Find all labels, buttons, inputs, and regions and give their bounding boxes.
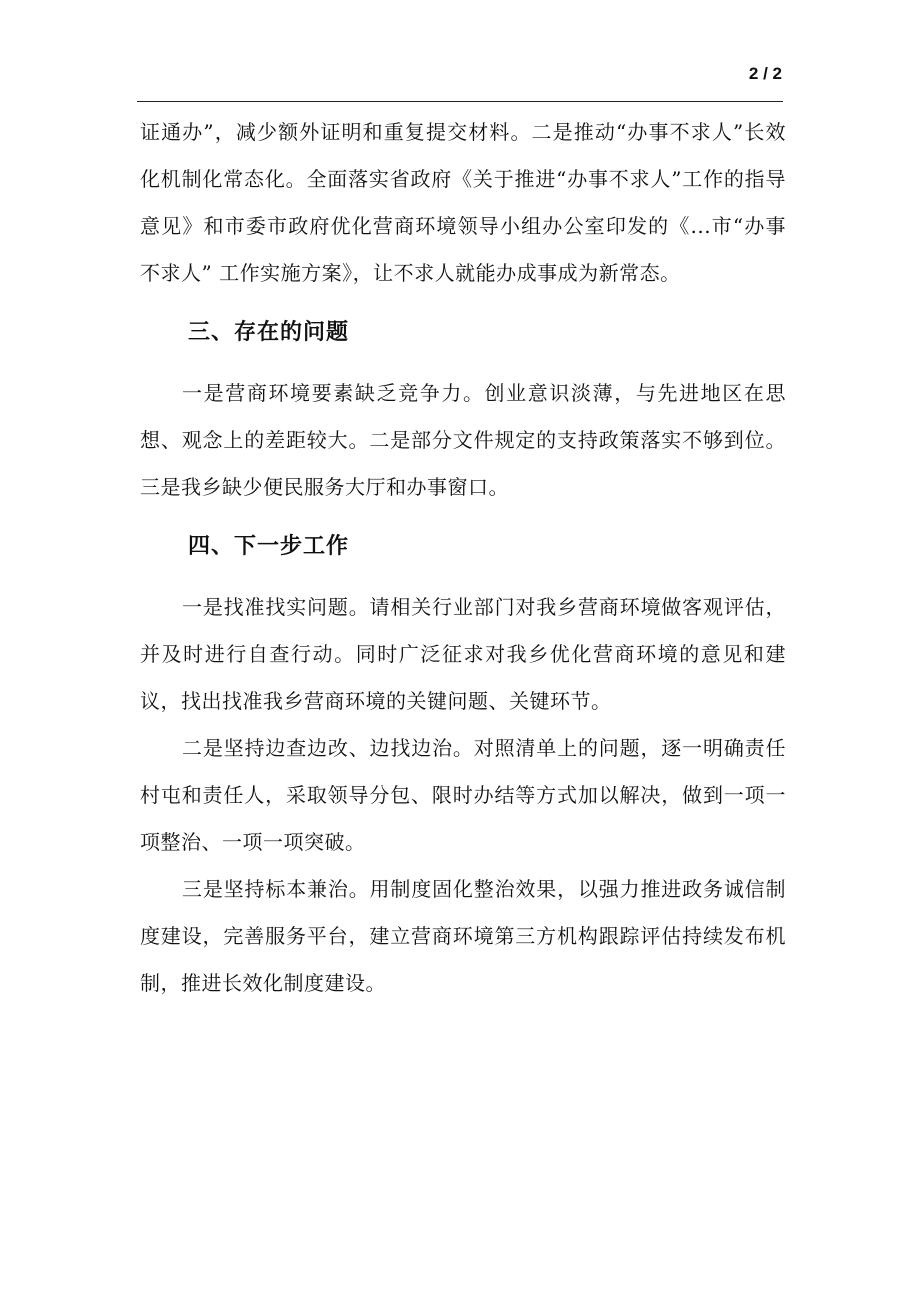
- section-heading-next-steps: 四、下一步工作: [188, 534, 350, 559]
- spacer: [140, 511, 786, 523]
- paragraph-next-step-3: 三是坚持标本兼治。用制度固化整治效果，以强力推进政务诚信制度建设，完善服务平台，建立营商环境第三方机构跟踪评估持续发布机制，推进长效化制度建设。: [140, 877, 786, 995]
- spacer: [140, 356, 786, 370]
- paragraph-next-step-1: 一是找准找实问题。请相关行业部门对我乡营商环境做客观评估，并及时进行自查行动。同时广泛征求对我乡优化营商环境的意见和建议，找出找准我乡营商环境的关键问题、关键环节。: [140, 595, 786, 713]
- paragraph-next-step-2: 二是坚持边查边改、边找边治。对照清单上的问题，逐一明确责任村屯和责任人，采取领导分包、限时办结等方式加以解决，做到一项一项整治、一项一项突破。: [140, 736, 786, 854]
- paragraph-continued: 证通办”，减少额外证明和重复提交材料。二是推动“办事不求人”长效化机制化常态化。全面落实省政府《关于推进“办事不求人”工作的指导意见》和市委市政府优化营商环境领导小组办公室印发的《...市“办事不求人” 工作实施方案》，让不求人就能办成事成为新常态。: [140, 120, 786, 285]
- spacer: [140, 570, 786, 584]
- spacer: [140, 297, 786, 309]
- document-body: [140, 109, 786, 1007]
- header-divider: [137, 101, 783, 102]
- page-number: 2 / 2: [748, 64, 782, 83]
- paragraph-problems: 一是营商环境要素缺乏竞争力。创业意识淡薄，与先进地区在思想、观念上的差距较大。二是部分文件规定的支持政策落实不够到位。三是我乡缺少便民服务大厅和办事窗口。: [140, 381, 786, 499]
- section-heading-problems: 三、存在的问题: [188, 320, 350, 345]
